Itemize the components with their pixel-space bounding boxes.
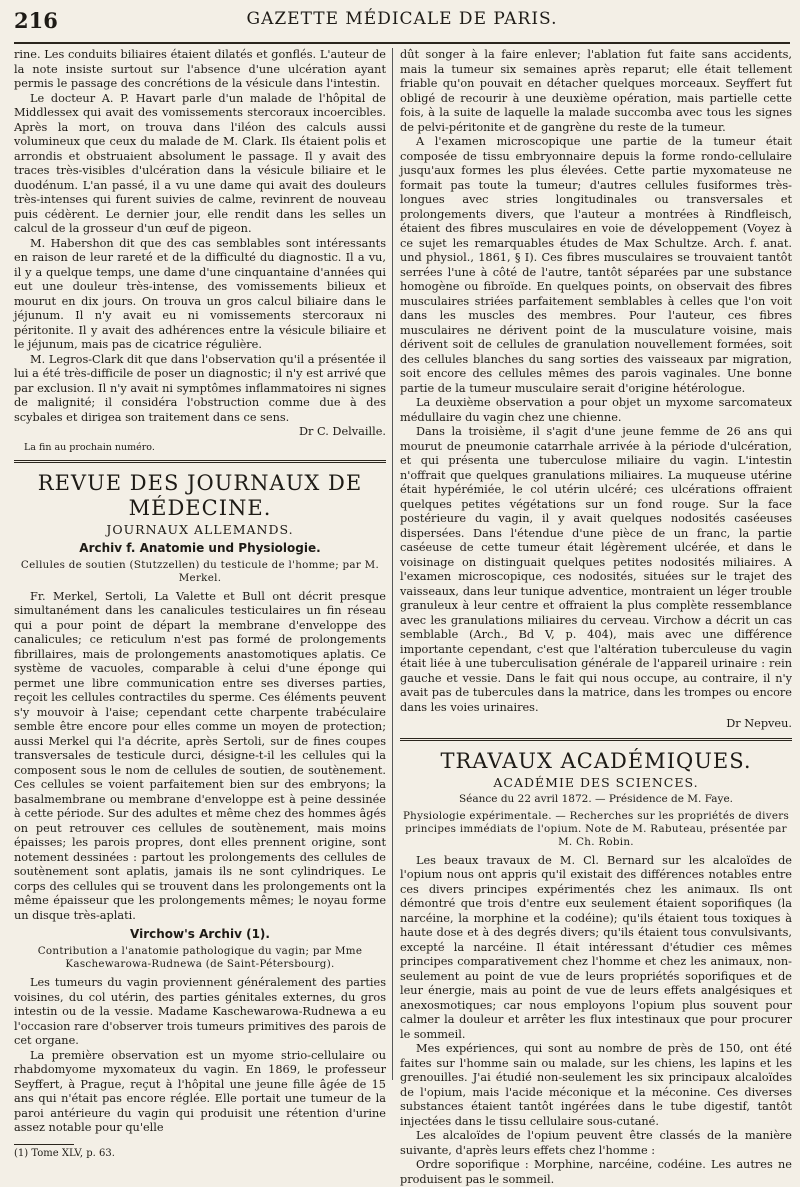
section-divider — [14, 460, 386, 463]
continuation-note: La fin au prochain numéro. — [24, 441, 155, 453]
paragraph: A l'examen microscopique une partie de la tumeur était composée de tissu embryonnaire depuis la forme rondo-cellulaire jusqu'aux formes les plus élevées. Cette partie myxomateuse ne formait pas toute la tumeur; d'autres cellules fusiformes très-longues avec stries longitudinales ou transversales et prolongements divers, que l'auteur a montrées à Rindfleisch, étaient des fibres musculaires en voie de développement (Voyez à ce sujet les remarquables études de Max Schultze. Arch. f. anat. und physiol., 1861, § I). Ces fibres musculaires se trouvaient tantôt serrées l'une à côté de l'autre, tantôt séparées par une substance homogène ou fibroïde. En quelques points, on observait des fibres musculaires striées parfaitement semblables à celles que l'on voit dans les muscles des membres. Pour l'auteur, ces fibres musculaires ne dérivent point de la musculature voisine, mais dérivent soit de cellules de granulation nouvellement formées, soit des cellules blanches du sang sorties des vaisseaux par migration, soit encore des cellules mêmes des parois vaginales. Une bonne partie de la tumeur musculaire serait d'origine hétérologue. — [400, 135, 792, 395]
paragraph: Dans la troisième, il s'agit d'une jeune femme de 26 ans qui mourut de pneumonie catarrhale arrivée à la période d'ulcération, et qui présenta une tuberculose miliaire du vagin. L'intestin n'offrait que quelques granulations miliaires. La muqueuse utérine était hypérémiée, le col utérin ulcéré; ces ulcérations offraient quelques petites végétations sur un fond rouge. Sur la face postérieure du vagin, il y avait quelques nodosités caséeuses dispersées. Dans l'étendue d'une pièce de un franc, la partie caséeuse de cette tumeur était légèrement ulcérée, et dans le voisinage on distinguait quelques petites nodosités miliaires. A l'examen microscopique, ces nodosités, situées sur le trajet des vaisseaux, dans leur tunique adventice, montraient un léger trouble granuleux à leur centre et offraient la plus complète ressemblance avec les granulations miliaires du cerveau. Virchow a décrit un cas semblable (Arch., Bd V, p. 404), mais avec une différence importante cependant, c'est que l'altération tuberculeuse du vagin était liée à une tuberculisation générale de l'appareil urinaire : rein gauche et vessie. Dans le fait qui nous occupe, au contraire, il n'y avait pas de tubercules dans la matrice, dans les trompes ou encore dans les voies urinaires. — [400, 425, 792, 714]
journal-title: GAZETTE MÉDICALE DE PARIS. — [246, 9, 558, 29]
paragraph: dût songer à la faire enlever; l'ablation fut faite sans accidents, mais la tumeur six semaines après reparut; elle était tellement friable qu'on pouvait en détacher quelques morceaux. Seyffert fut obligé de recourir à une deuxième opération, mais partielle cette fois, à la suite de laquelle la malade succomba avec tous les signes de pelvi-péritonite et de gangrène du reste de la tumeur. — [400, 48, 792, 134]
paragraph: Ordre soporifique : Morphine, narcéine, codéine. Les autres ne produisent pas le sommeil. — [400, 1158, 792, 1186]
page-header — [14, 4, 790, 44]
column-divider — [392, 48, 393, 1080]
paragraph: M. Habershon dit que des cas semblables sont intéressants en raison de leur rareté et de la difficulté du diagnostic. Il a vu, il y a quelque temps, une dame d'une cinquantaine d'années qui eut une douleur très-intense, des vomissements bilieux et mourut en dix jours. On trouva un gros calcul biliaire dans le jéjunum. Il n'y avait eu ni vomissements stercoraux ni péritonite. Il y avait des adhérences entre la vésicule biliaire et le jéjunum, mais pas de cicatrice régulière. — [14, 236, 386, 351]
journal-heading: Archiv f. Anatomie und Physiologie. — [79, 540, 321, 555]
right-column — [400, 48, 792, 1186]
paragraph: La deuxième observation a pour objet un myxome sarcomateux médullaire du vagin chez une chienne. — [400, 396, 792, 424]
paragraph: M. Legros-Clark dit que dans l'observation qu'il a présentée il lui a été très-difficile de poser un diagnostic; il n'y est arrivé que par exclusion. Il n'y avait ni symptômes inflammatoires ni signes de malignité; il considéra l'obstruction comme due à des scybales et dirigea son traitement dans ce sens. — [14, 352, 386, 424]
author-signature: Dr C. Delvaille. — [298, 425, 386, 438]
section-title: TRAVAUX ACADÉMIQUES. — [440, 748, 752, 773]
paragraph: Les alcaloïdes de l'opium peuvent être classés de la manière suivante, d'après leurs effets chez l'homme : — [400, 1129, 792, 1157]
subsection-title: ACADÉMIE DES SCIENCES. — [493, 774, 699, 790]
article-title: Cellules de soutien (Stutzzellen) du testicule de l'homme; par M. Merkel. — [20, 558, 380, 584]
paragraph: Les tumeurs du vagin proviennent généralement des parties voisines, du col utérin, des parties génitales externes, du gros intestin ou de la vessie. Madame Kaschewarowa-Rudnewa a eu l'occasion rare d'observer trois tumeurs primitives des parois de cet organe. — [14, 976, 386, 1047]
article-title: Contribution a l'anatomie pathologique du vagin; par Mme Kaschewarowa-Rudnewa (de Saint-Pétersbourg). — [37, 945, 363, 970]
paragraph: Les beaux travaux de M. Cl. Bernard sur les alcaloïdes de l'opium nous ont appris qu'il existait des différences notables entre ces divers principes expérimentés chez les animaux. Ils ont démontré que trois d'entre eux seulement étaient soporifiques (la narcéine, la morphine et la codéine); qu'ils étaient tous toxiques à haute dose et à des degrés divers; qu'ils étaient tous convulsivants, excepté la narcéine. Il était intéressant d'étudier ces mêmes principes comparativement chez l'homme et chez les animaux, non-seulement au point de vue de leurs propriétés soporifiques et de leur énergie, mais au point de vue de leurs effets analgésiques et anexosmotiques; car nous employons l'opium plus souvent pour calmer la douleur et arrêter les flux intestinaux que pour procurer le sommeil. — [400, 853, 792, 1041]
section-title: REVUE DES JOURNAUX DE MÉDECINE. — [37, 470, 363, 520]
paragraph: Le docteur A. P. Havart parle d'un malade de l'hôpital de Middlessex qui avait des vomissements stercoraux incoercibles. Après la mort, on trouva dans l'iléon des calculs aussi volumineux que ceux du malade de M. Clark. Ils étaient polis et arrondis et obstruaient absolument le passage. Il y avait des traces très-visibles d'ulcération dans la vésicule biliaire et le duodénum. L'an passé, il a vu une dame qui avait des douleurs très-intenses qui furent suivies de calme, revinrent de nouveau puis cédèrent. Le dernier jour, elle rendit dans les selles un calcul de la grosseur d'un œuf de pigeon. — [14, 91, 386, 235]
section-divider — [400, 738, 792, 741]
journal-heading: Virchow's Archiv (1). — [130, 927, 270, 941]
paragraph: Fr. Merkel, Sertoli, La Valette et Bull ont décrit presque simultanément dans les canalicules testiculaires un fin réseau qui a pour point de départ la membrane d'enveloppe des canalicules; ce reticulum n'est pas formé de prolongements fibrillaires, mais de prolongements anastomotiques aplatis. Ce système de vacuoles, comparable à celui d'une éponge qui permet une libre communication entre ses diverses parties, reçoit les cellules contractiles du sperme. Ces éléments peuvent s'y mouvoir à l'aise; cependant cette charpente trabéculaire semble être encore pour elles comme un moyen de protection; aussi Merkel qui l'a décrite, après Sertoli, sur de fines coupes transversales de testicule durci, désigne-t-il les cellules qui la composent sous le nom de cellules de soutien, de soutènement. Ces cellules se voient parfaitement bien sur des embryons; la basalmembrane ou membrane d'enveloppe est à peine dessinée à cette période. Sur des adultes et même chez des hommes âgés on peut retrouver ces cellules de soutènement, mais moins épaisses; les parois propres, dont elles prennent origine, sont notement dessinées : partout les prolongements des cellules de soutènement sont aplatis, jamais ils ne sont cylindriques. Le corps des cellules qui se trouvent dans les prolongements ont la même épaisseur que les prolongements mêmes; le noyau forme un disque très-aplati. — [14, 589, 386, 922]
session-line: Séance du 22 avril 1872. — Présidence de M. Faye. — [458, 792, 734, 805]
left-column — [14, 48, 386, 1159]
author-signature: Dr Nepveu. — [726, 717, 792, 730]
footnote-rule — [14, 1144, 74, 1145]
subsection-title: JOURNAUX ALLEMANDS. — [106, 521, 294, 537]
page-number: 216 — [14, 8, 58, 33]
paragraph: rine. Les conduits biliaires étaient dilatés et gonflés. L'auteur de la note insiste surtout sur l'absence d'une ulcération ayant permis le passage des concrétions de la vésicule dans l'intestin. — [14, 48, 386, 90]
article-title: Physiologie expérimentale. — Recherches sur les propriétés de divers principes immédiats de l'opium. Note de M. Rabuteau, présentée par M. Ch. Robin. — [402, 809, 790, 848]
footnote: (1) Tome XLV, p. 63. — [14, 1147, 115, 1159]
paragraph: La première observation est un myome strio-cellulaire ou rhabdomyome myxomateux du vagin. En 1869, le professeur Seyffert, à Prague, reçut à l'hôpital une jeune fille âgée de 15 ans qui n'était pas encore réglée. Elle portait une tumeur de la paroi antérieure du vagin qui produisit une rétention d'urine assez notable pour qu'elle — [14, 1048, 386, 1134]
paragraph: Mes expériences, qui sont au nombre de près de 150, ont été faites sur l'homme sain ou malade, sur les chiens, les lapins et les grenouilles. J'ai étudié non-seulement les six principaux alcaloïdes de l'opium, mais l'acide méconique et la méconine. Ces diverses substances étaient tantôt ingérées dans le tube digestif, tantôt injectées dans le tissu cellulaire sous-cutané. — [400, 1042, 792, 1128]
